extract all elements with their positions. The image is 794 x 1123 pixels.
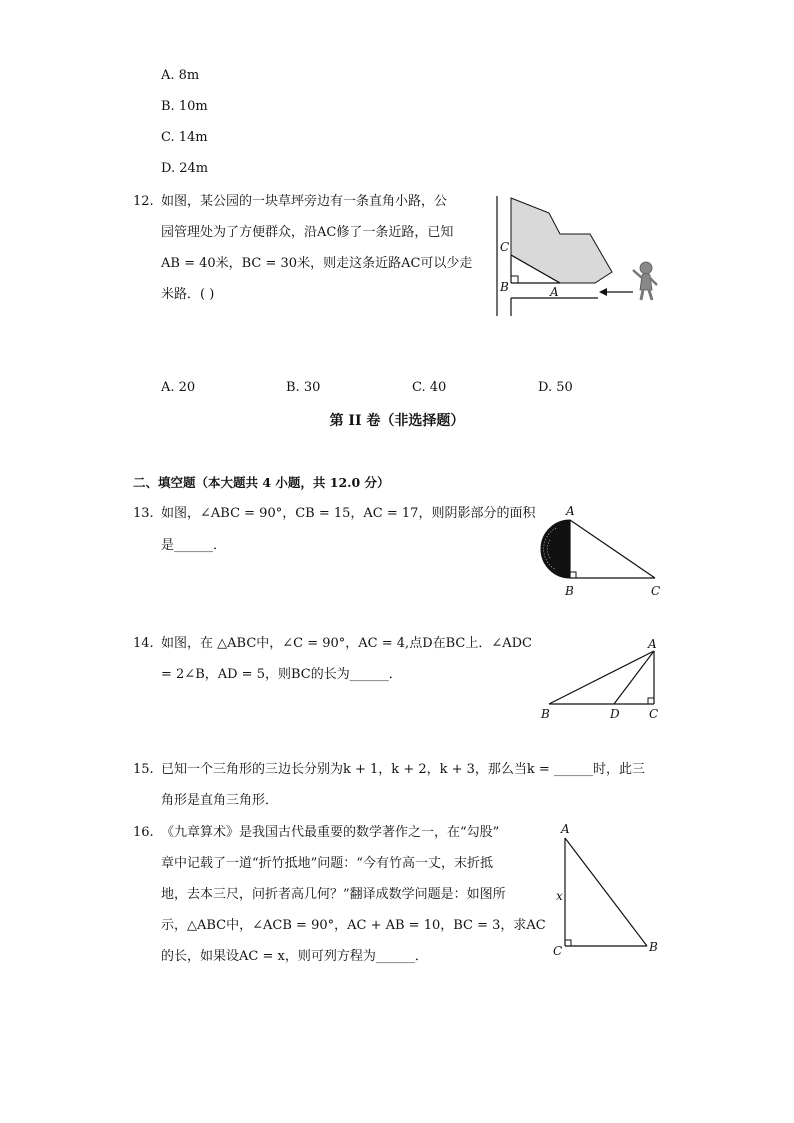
question-text-line: 示，△ABC中，∠ACB = 90°，AC + AB = 10，BC = 3，求AC [161,918,546,933]
label-b: B [649,940,658,954]
question-text-line: 园管理处为了方便群众，沿AC修了一条近路，已知 [161,225,454,240]
question-number: 15. [133,762,154,777]
question-text-line: 《九章算术》是我国古代最重要的数学著作之一，在“勾股” [161,825,500,840]
option-b: B. 10m [161,99,208,114]
section-title: 二、填空题（本大题共 4 小题，共 12.0 分） [133,475,390,490]
option-a: A. 20 [161,380,196,395]
question-text-line: 章中记载了一道“折竹抵地”问题：“今有竹高一丈，末折抵 [161,856,493,871]
label-d: D [610,707,620,721]
question-number: 13. [133,506,154,521]
label-a: A [561,822,570,836]
label-c: C [553,944,563,958]
label-b: B [541,707,550,721]
question-text-line: 角形是直角三角形． [161,793,279,808]
option-c: C. 14m [161,130,208,145]
option-a: A. 8m [161,68,200,83]
label-c: C [500,240,510,254]
label-c: C [649,707,659,721]
question-text-line: 已知一个三角形的三边长分别为k + 1，k + 2，k + 3，那么当k = ______时，此三 [161,762,645,777]
label-b: B [565,584,574,598]
question-text-line: 地，去本三尺，问折者高几何？”翻译成数学问题是：如图所 [161,887,506,902]
question-number: 14. [133,636,154,651]
question-number: 16. [133,825,154,840]
option-c: C. 40 [412,380,447,395]
label-x: x [556,889,563,903]
question-text-line: 的长，如果设AC = x，则可列方程为______． [161,949,428,964]
question-text-line: 是______． [161,538,227,553]
question-text-line: = 2∠B，AD = 5，则BC的长为______． [161,667,402,682]
question-text-line: 如图，∠ABC = 90°，CB = 15，AC = 17，则阴影部分的面积 [161,506,536,521]
question-text-line: 米路．( ) [161,287,215,302]
question-text-line: AB = 40米，BC = 30米，则走这条近路AC可以少走 [161,256,473,271]
label-a: A [648,637,657,651]
option-b: B. 30 [286,380,321,395]
label-a: A [550,285,559,299]
question-number: 12. [133,194,154,209]
option-d: D. 24m [161,161,209,176]
label-b: B [500,280,509,294]
question-text-line: 如图，某公园的一块草坪旁边有一条直角小路，公 [161,194,448,209]
label-a: A [566,504,575,518]
question-text-line: 如图，在 △ABC中，∠C = 90°，AC = 4,点D在BC上．∠ADC [161,636,533,651]
option-d: D. 50 [538,380,573,395]
label-c: C [651,584,661,598]
part-title: 第 II 卷（非选择题） [329,413,465,429]
